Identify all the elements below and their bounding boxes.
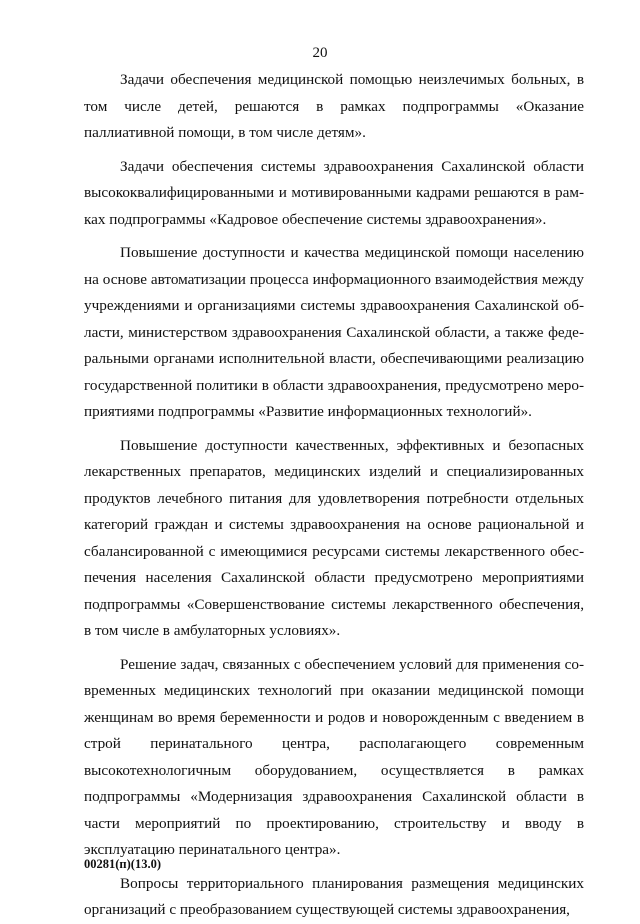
page-number: 20: [312, 45, 328, 61]
paragraph-perinatal-center: Решение задач, связанных с обеспечением условий для применения современных медицинских технологий при оказании медицинской помощи женщинам во время беременности и родов и новорожденным с введением в строй перинатального центра, располагающего современным высокотехнологичным оборудованием, осуществляется в рамках подпрограммы «Модернизация здравоохранения Сахалинской области в части мероприятий по проектированию, строительству и вводу в эксплуатацию перинатального центра».: [84, 655, 584, 858]
document-body: [84, 67, 584, 924]
paragraph-territorial-planning: Вопросы территориального планирования размещения медицинских организаций с преобразованием существующей системы здравоохранения,: [84, 874, 584, 918]
paragraph-palliative-care: Задачи обеспечения медицинской помощью неизлечимых больных, в том числе детей, решаются в рамках подпрограммы «Оказание паллиативной помощи, в том числе детям».: [84, 71, 584, 141]
paragraph-information-technology: Повышение доступности и качества медицинской помощи населению на основе автоматизации процесса информационного взаимодействия между учреждениями и организациями системы здравоохранения Сахалинской области, министерством здравоохранения Сахалинской области, а также федеральными органами исполнительной власти, обеспечивающими реализацию государственной политики в области здравоохранения, предусмотрено мероприятиями подпрограммы «Развитие информационных технологий».: [84, 244, 584, 420]
paragraph-staffing: Задачи обеспечения системы здравоохранения Сахалинской области высококвалифицированными и мотивированными кадрами решаются в рамках подпрограммы «Кадровое обеспечение системы здравоохранения».: [84, 157, 584, 228]
document-code: 00281(п)(13.0): [84, 857, 161, 871]
paragraph-drug-provision: Повышение доступности качественных, эффективных и безопасных лекарственных препаратов, медицинских изделий и специализированных продуктов лечебного питания для удовлетворения потребности отдельных категорий граждан и системы здравоохранения на основе рациональной и сбалансированной с имеющимися ресурсами системы лекарственного обеспечения населения Сахалинской области предусмотрено мероприятиями подпрограммы «Совершенствование системы лекарственного обеспечения, в том числе в амбулаторных условиях».: [84, 436, 584, 639]
